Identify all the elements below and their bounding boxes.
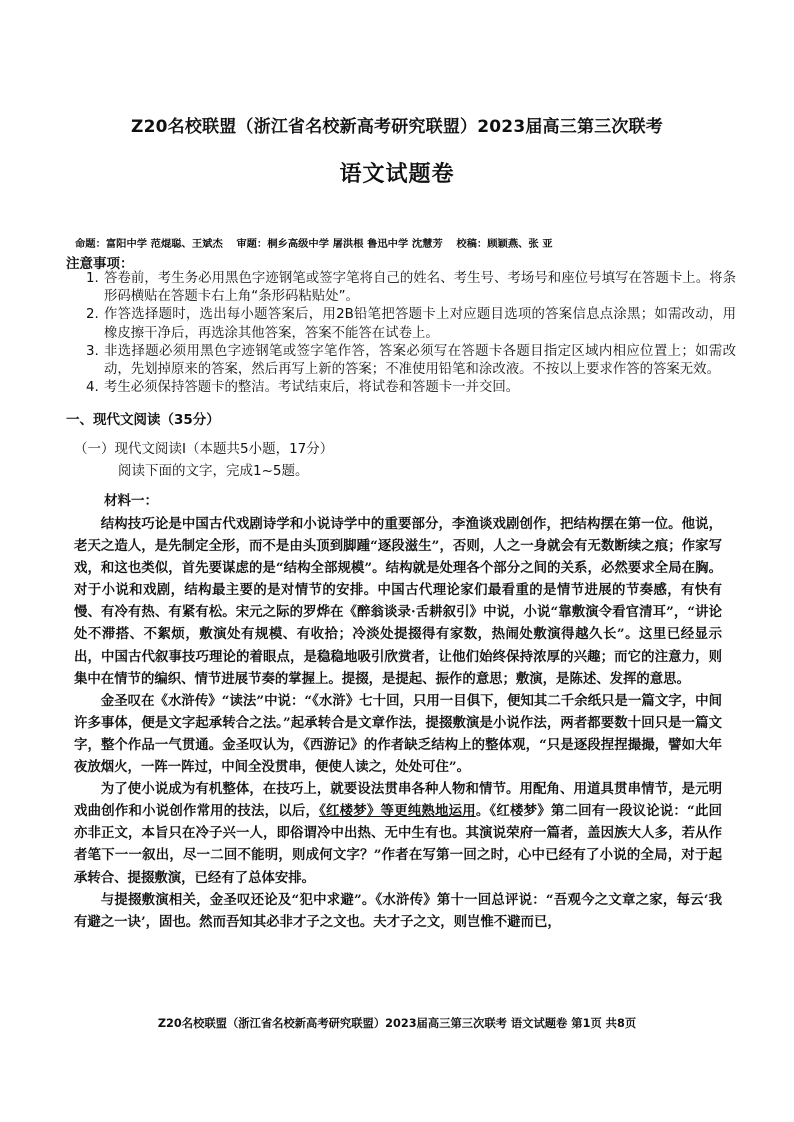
passage-paragraph: 与提掇敷演相关，金圣叹还论及“犯中求避”。《水浒传》第十一回总评说：“吾观今之文章之家，每云‘我有避之一诀’，固也。然而吾知其必非才子之文也。夫才子之文，则岂惟不避而已， [74, 891, 722, 930]
notice-text: 答卷前，考生务必用黑色字迹钢笔或签字笔将自己的姓名、考生号、考场号和座位号填写在答题卡上。将条形码横贴在答题卡右上角“条形码粘贴处”。 [104, 271, 736, 305]
notice-item [86, 379, 736, 397]
notice-number: 2. [86, 307, 99, 323]
notice-number: 4. [86, 380, 99, 396]
passage-text: 。《红楼梦》第二回有一段议论说：“此回亦非正文，本旨只在冷子兴一人，即俗谓冷中出热、无中生有也。其演说荣府一篇者，盖因族大人多，若从作者笔下一一叙出，尽一二回不能明，则成何文字？”作者在写第一回之时，心中已经有了小说的全局，对于起承转合、提掇敷演，已经有了总体安排。 [74, 803, 722, 886]
credit-reviewer: 审题：桐乡高级中学 屠洪根 鲁迅中学 沈慧芳 [236, 238, 443, 250]
passage-text: 为了使小说成为有机整体，在技巧上，就要设法贯串各种人物和情节。用配角、用道具贯串情节，是元明戏曲创作和小说创作常用的技法，以后， [74, 781, 722, 820]
notice-text: 作答选择题时，选出每小题答案后，用2B铅笔把答题卡上对应题目选项的答案信息点涂黑；如需改动，用橡皮擦干净后，再选涂其他答案，答案不能答在试卷上。 [104, 307, 736, 341]
notice-text: 考生必须保持答题卡的整洁。考试结束后，将试卷和答题卡一并交回。 [104, 380, 520, 396]
notice-item [86, 306, 736, 342]
notice-text: 非选择题必须用黑色字迹钢笔或签字笔作答，答案必须写在答题卡各题目指定区域内相应位置上；如需改动，先划掉原来的答案，然后再写上新的答案；不准使用铅笔和涂改液。不按以上要求作答的答案无效。 [104, 343, 736, 378]
notice-item [86, 270, 736, 306]
page-footer: Z20名校联盟（浙江省名校新高考研究联盟）2023届高三第三次联考 语文试题卷 第1页 共8页 [157, 1017, 637, 1030]
exam-title: Z20名校联盟（浙江省名校新高考研究联盟）2023届高三第三次联考 [131, 117, 663, 137]
notice-heading: 注意事项： [66, 256, 134, 272]
notice-number: 3. [86, 343, 99, 359]
credit-proofreader: 校稿：顾颖燕、张 亚 [456, 238, 553, 250]
passage-paragraph: 结构技巧论是中国古代戏剧诗学和小说诗学中的重要部分，李渔谈戏剧创作，把结构摆在第一位。他说，老天之造人，是先制定全形，而不是由头顶到脚踵“逐段滋生”，否则，人之一身就会有无数断续之痕；作家写戏，和这也类似，首先要谋虑的是“结构全部规模”。结构就是处理各个部分之间的关系，必然要求全局在胸。对于小说和戏剧，结构最主要的是对情节的安排。中国古代理论家们最看重的是情节进展的节奏感，有快有慢、有冷有热、有紧有松。宋元之际的罗烨在《醉翁谈录·舌耕叙引》中说，小说“靠敷演令看官清耳”，“讲论处不滞搭、不絮烦，敷演处有规模、有收拾；冷淡处提掇得有家数，热闹处敷演得越久长”。这里已经显示出，中国古代叙事技巧理论的着眼点，是稳稳地吸引欣赏者，让他们始终保持浓厚的兴趣；而它的注意力，则集中在情节的编织、情节进展节奏的掌握上。提掇，是提起、振作的意思；敷演，是陈述、发挥的意思。 [74, 516, 722, 687]
exam-subtitle: 语文试题卷 [339, 162, 455, 187]
reading-instruction: 阅读下面的文字，完成1~5题。 [118, 463, 309, 479]
section-title: 一、现代文阅读（35分） [66, 412, 220, 428]
credits-line [75, 235, 735, 250]
passage [74, 513, 722, 933]
subsection-title: （一）现代文阅读Ⅰ（本题共5小题，17分） [74, 441, 334, 457]
passage-paragraph [74, 778, 722, 888]
underlined-phrase: 《红楼梦》等更纯熟地运用 [319, 803, 476, 820]
material-heading: 材料一： [104, 493, 158, 509]
notice-list [86, 270, 736, 397]
credit-proposer: 命题：富阳中学 范焜聪、王斌杰 [75, 238, 223, 250]
notice-item [86, 343, 736, 379]
notice-number: 1. [86, 271, 99, 286]
passage-paragraph: 金圣叹在《水浒传》“读法”中说：“《水浒》七十回，只用一目俱下，便知其二千余纸只是一篇文字，中间许多事体，便是文字起承转合之法。”起承转合是文章作法，提掇敷演是小说作法，两者都要数十回只是一篇文字，整个作品一气贯通。金圣叹认为，《西游记》的作者缺乏结构上的整体观，“只是逐段捏捏撮撮，譬如大年夜放烟火，一阵一阵过，中间全没贯串，便使人读之，处处可住”。 [74, 692, 722, 776]
